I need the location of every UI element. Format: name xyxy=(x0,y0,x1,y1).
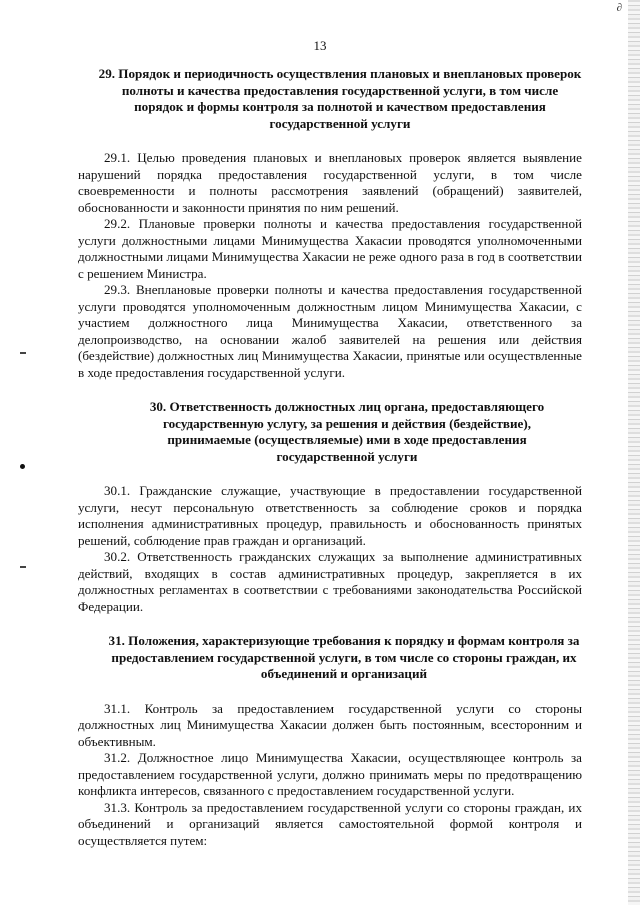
paragraph-31-1: 31.1. Контроль за предоставлением государственной услуги со стороны должностных лиц Минимущества Хакасии должен быть постоянным, всесторонним и объективным. xyxy=(78,700,582,749)
paragraph-31-2: 31.2. Должностное лицо Минимущества Хакасии, осуществляющее контроль за предоставлением государственной услуги, должно принимать меры по предотвращению конфликта интересов, связанного с предоставлением государственной услуги. xyxy=(78,750,582,798)
margin-dot xyxy=(20,464,25,469)
corner-mark: ∂ xyxy=(616,2,622,14)
margin-tick-1 xyxy=(20,352,26,354)
paragraph-30-1: 30.1. Гражданские служащие, участвующие в предоставлении государственной услуги, несут персональную ответственность за соблюдение сроков и порядка исполнения административных процедур, правильность и обоснованность принятых решений, соблюдение прав граждан и организаций. xyxy=(78,483,582,548)
paragraph-29-3: 29.3. Внеплановые проверки полноты и качества предоставления государственной услуги проводятся уполномоченным должностным лицом Минимущества Хакасии, с участием должностного лица Минимущества Хакасии, ответственного за делопроизводство, на основании жалоб заявителей на решения или действия (бездействие) должностных лиц Минимущества Хакасии, принятые или осуществленные в ходе предоставления государственной услуги. xyxy=(78,282,582,380)
paragraph-29-1: 29.1. Целью проведения плановых и внеплановых проверок является выявление нарушений порядка предоставления государственной услуги, в том числе своевременности и полноты рассмотрения заявлений (обращений) заявителей, обоснованности и законности принятия по ним решений. xyxy=(78,150,582,215)
section-31-heading: 31. Положения, характеризующие требования к порядку и формам контроля за предоставлением государственной услуги, в том числе со стороны граждан, их объединений и организаций xyxy=(108,633,580,681)
document-body xyxy=(78,66,582,849)
page-number: 13 xyxy=(313,38,327,53)
paragraph-29-2: 29.2. Плановые проверки полноты и качества предоставления государственной услуги должностными лицами Минимущества Хакасии проводятся уполномоченными должностными лицами Минимущества Хакасии не реже одного раза в год в соответствии с решением Министра. xyxy=(78,216,582,281)
paragraph-30-2: 30.2. Ответственность гражданских служащих за выполнение административных действий, входящих в состав административных процедур, закрепляется в их должностных регламентах в соответствии с требованиями законодательства Российской Федерации. xyxy=(78,549,582,614)
section-29-heading: 29. Порядок и периодичность осуществления плановых и внеплановых проверок полноты и качества предоставления государственной услуги, в том числе порядок и формы контроля за полнотой и качеством предоставления государственной услуги xyxy=(98,66,582,131)
section-30-heading: 30. Ответственность должностных лиц органа, предоставляющего государственную услугу, за решения и действия (бездействие), принимаемые (осуществляемые) ими в ходе предоставления государственной услуги xyxy=(149,399,545,464)
margin-tick-2 xyxy=(20,566,26,568)
scan-edge xyxy=(628,0,640,905)
paragraph-31-3: 31.3. Контроль за предоставлением государственной услуги со стороны граждан, их объединений и организаций является самостоятельной формой контроля и осуществляется путем: xyxy=(78,799,582,848)
